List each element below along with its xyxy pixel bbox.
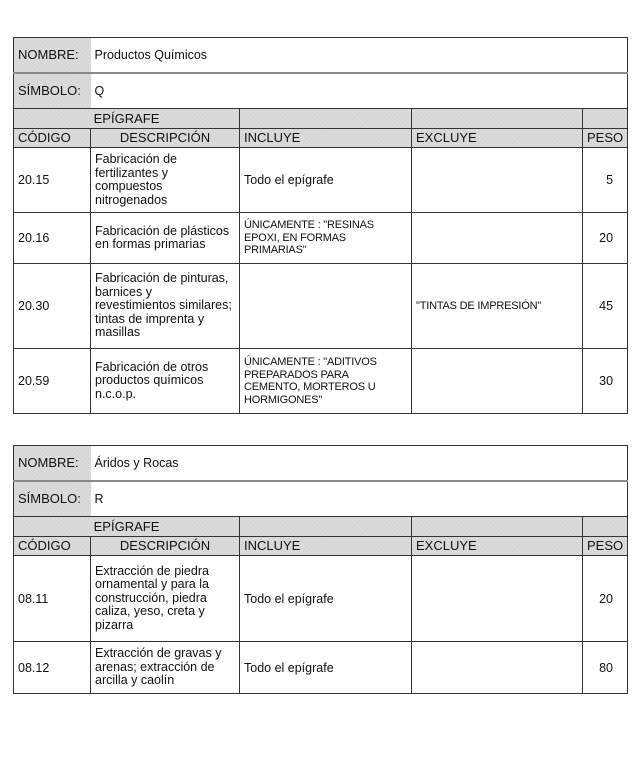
nombre-label: NOMBRE: [14,38,91,74]
simbolo-value: Q [91,73,628,109]
incluye-cell: Todo el epígrafe [240,148,412,213]
peso-cell: 20 [583,556,628,642]
descripcion-cell: Extracción de piedra ornamental y para la construcción, piedra caliza, yeso, creta y pizarra [91,556,240,642]
descripcion-header: DESCRIPCIÓN [91,129,240,148]
peso-cell: 80 [583,642,628,694]
header-spacer [583,109,628,129]
codigo-cell: 08.11 [14,556,91,642]
simbolo-label: SÍMBOLO: [14,73,91,109]
simbolo-label: SÍMBOLO: [14,481,91,517]
descripcion-cell: Fabricación de otros productos químicos n.c.o.p. [91,349,240,414]
codigo-cell: 20.59 [14,349,91,414]
incluye-cell: Todo el epígrafe [240,556,412,642]
sector-table [13,445,628,694]
excluye-cell: "TINTAS DE IMPRESIÓN" [412,264,583,349]
codigo-cell: 20.30 [14,264,91,349]
header-spacer [412,109,583,129]
excluye-cell [412,148,583,213]
epigrafe-header-row [14,517,628,537]
epigrafe-header: EPÍGRAFE [14,109,240,129]
epigrafe-header-row [14,109,628,129]
descripcion-header: DESCRIPCIÓN [91,537,240,556]
table-row [14,349,628,414]
descripcion-cell: Fabricación de pinturas, barnices y revestimientos similares; tintas de imprenta y masillas [91,264,240,349]
excluye-cell [412,213,583,264]
sector-table [13,37,628,414]
table-row [14,264,628,349]
descripcion-cell: Extracción de gravas y arenas; extracción de arcilla y caolín [91,642,240,694]
descripcion-cell: Fabricación de plásticos en formas primarias [91,213,240,264]
nombre-label: NOMBRE: [14,446,91,482]
peso-cell: 20 [583,213,628,264]
simbolo-row [14,73,628,109]
nombre-value: Áridos y Rocas [91,446,628,482]
incluye-header: INCLUYE [240,129,412,148]
codigo-header: CÓDIGO [14,537,91,556]
nombre-row [14,446,628,482]
codigo-cell: 08.12 [14,642,91,694]
incluye-cell [240,264,412,349]
table-row [14,148,628,213]
column-header-row [14,129,628,148]
incluye-header: INCLUYE [240,537,412,556]
peso-cell: 30 [583,349,628,414]
table-row [14,213,628,264]
header-spacer [240,517,412,537]
epigrafe-header: EPÍGRAFE [14,517,240,537]
codigo-cell: 20.16 [14,213,91,264]
codigo-header: CÓDIGO [14,129,91,148]
excluye-cell [412,642,583,694]
excluye-cell [412,556,583,642]
nombre-row [14,38,628,74]
column-header-row [14,537,628,556]
sector-table-productos-quimicos [13,37,627,414]
table-row [14,556,628,642]
codigo-cell: 20.15 [14,148,91,213]
excluye-header: EXCLUYE [412,129,583,148]
peso-cell: 5 [583,148,628,213]
simbolo-value: R [91,481,628,517]
descripcion-cell: Fabricación de fertilizantes y compuestos nitrogenados [91,148,240,213]
table-row [14,642,628,694]
peso-header: PESO [583,537,628,556]
header-spacer [583,517,628,537]
excluye-cell [412,349,583,414]
nombre-value: Productos Químicos [91,38,628,74]
excluye-header: EXCLUYE [412,537,583,556]
peso-cell: 45 [583,264,628,349]
incluye-cell: ÚNICAMENTE : "RESINAS EPOXI, EN FORMAS PRIMARIAS" [240,213,412,264]
header-spacer [240,109,412,129]
simbolo-row [14,481,628,517]
incluye-cell: ÚNICAMENTE : "ADITIVOS PREPARADOS PARA CEMENTO, MORTEROS U HORMIGONES" [240,349,412,414]
sector-table-aridos-y-rocas [13,445,627,694]
header-spacer [412,517,583,537]
peso-header: PESO [583,129,628,148]
incluye-cell: Todo el epígrafe [240,642,412,694]
